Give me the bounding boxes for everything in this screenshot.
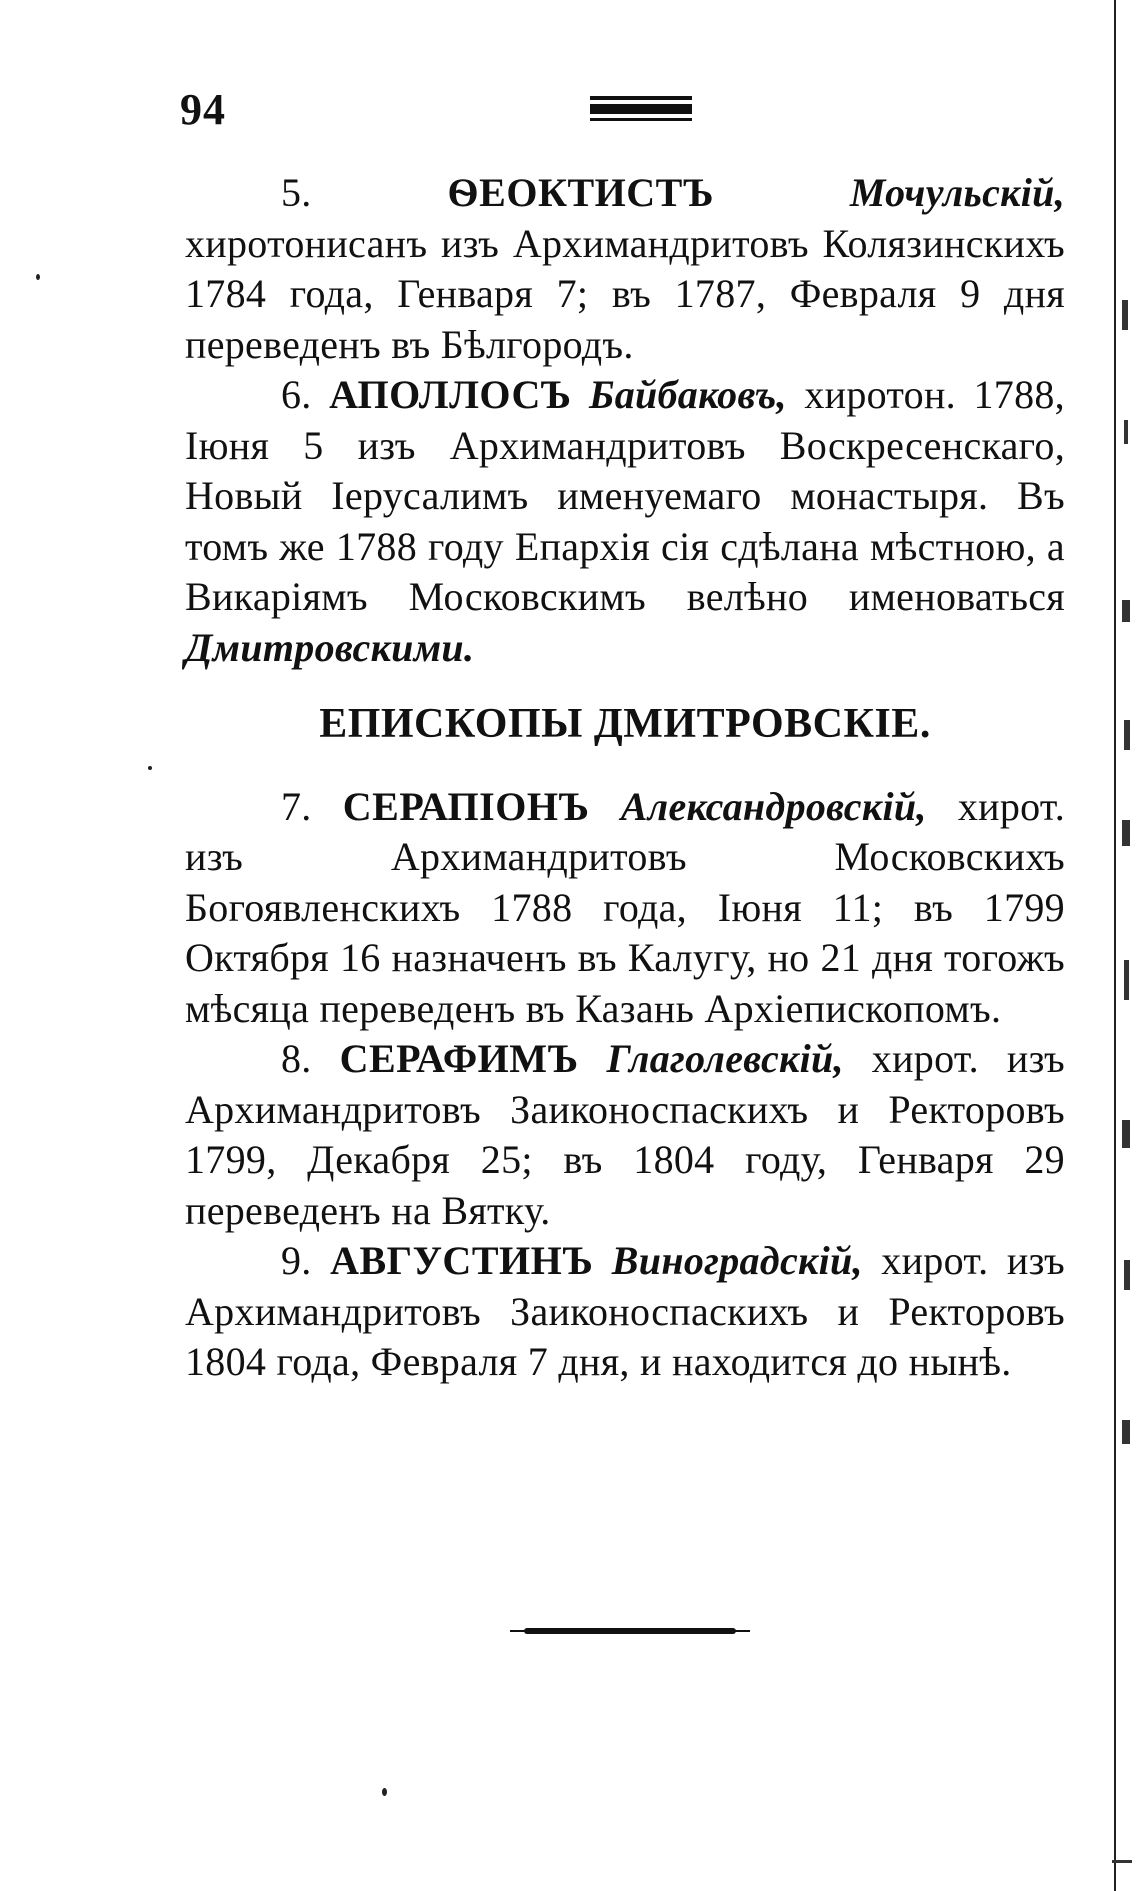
bishop-name: ѲЕОКТИСТЪ: [447, 170, 714, 215]
entry-text: хиротон. 1788, Іюня 5 изъ Архимандритовъ Воскресенскаго, Новый Іерусалимъ именуемаго монастыря. Въ томъ же 1788 году Епархія сія сдѣлана мѣстною, а Викаріямъ Московскимъ велѣно именоваться: [185, 372, 1065, 619]
bishop-surname: Мочульскій,: [849, 170, 1065, 215]
entry-8: [185, 1034, 1065, 1236]
main-text: [185, 168, 1065, 1388]
page-number: 94: [180, 85, 226, 134]
entry-number: 8.: [281, 1036, 312, 1081]
print-speck: [148, 766, 152, 770]
bishop-surname: Александровскій,: [620, 783, 927, 829]
bishop-surname: Байбаковъ,: [588, 372, 787, 417]
bishop-name: АПОЛЛОСЪ: [329, 372, 572, 417]
entry-6: [185, 370, 1065, 673]
entry-9: [185, 1236, 1065, 1388]
entry-text: хирот. изъ Архимандритовъ Заиконоспаскихъ и Ректоровъ 1799, Декабря 25; въ 1804 году, Генваря 29 переведенъ на Вятку.: [185, 1036, 1065, 1233]
print-speck: [36, 274, 40, 280]
end-ornament-rule: [524, 1628, 736, 1634]
bishop-name: СЕРАФИМЪ: [339, 1036, 579, 1081]
entry-number: 5.: [281, 170, 312, 215]
bishop-surname: Виноградскій,: [611, 1238, 863, 1283]
entry-text: хиротонисанъ изъ Архимандритовъ Колязинскихъ 1784 года, Генваря 7; въ 1787, Февраля 9 дня переведенъ въ Бѣлгородъ.: [185, 220, 1065, 367]
entry-text: хирот. изъ Архимандритовъ Московскихъ Богоявленскихъ 1788 года, Іюня 11; въ 1799 Октября 16 назначенъ въ Калугу, но 21 дня тогожъ мѣсяца переведенъ въ Казань Архіепископомъ.: [185, 783, 1065, 1031]
header-ornament-rule: [590, 96, 692, 125]
bishop-name: СЕРАПІОНЪ: [342, 783, 590, 829]
entry-number: 9.: [281, 1238, 312, 1283]
entry-number: 7.: [281, 783, 312, 829]
bishop-surname: Глаголевскій,: [606, 1036, 844, 1081]
entry-italic-tail: Дмитровскими.: [185, 624, 475, 670]
section-heading: ЕПИСКОПЫ ДМИТРОВСКІЕ.: [319, 701, 931, 747]
adjacent-page-edge: [1104, 0, 1140, 1891]
entry-number: 6.: [281, 372, 312, 417]
entry-5: [185, 168, 1065, 370]
entry-7: [185, 782, 1065, 1035]
bishop-name: АВГУСТИНЪ: [330, 1238, 594, 1283]
print-speck: [382, 1788, 387, 1796]
entry-text: хирот. изъ Архимандритовъ Заиконоспаскихъ и Ректоровъ 1804 года, Февраля 7 дня, и находится до нынѣ.: [185, 1238, 1065, 1384]
